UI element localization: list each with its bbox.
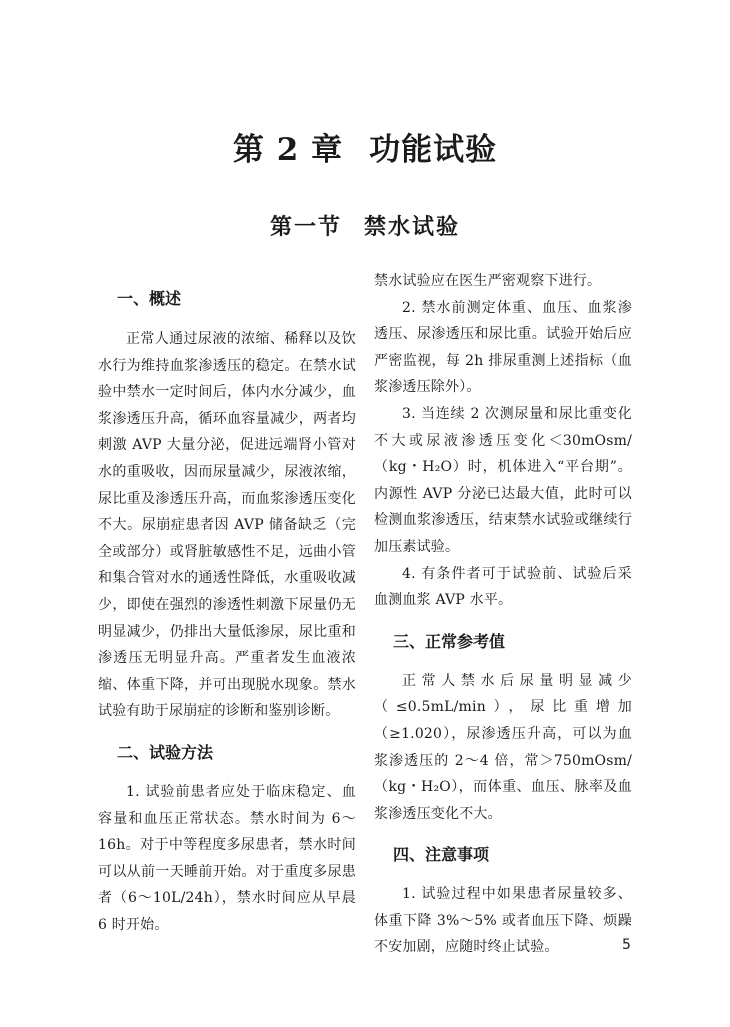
reference-paragraph: 正常人禁水后尿量明显减少（≤0.5mL/min），尿比重增加（≥1.020），尿渗透压升高，可以为血浆渗透压的 2～4 倍，常＞750mOsm/（kg・H₂O），而体重、血压、脉率及血浆渗透压变化不大。 (374, 672, 632, 822)
section-title (0, 210, 730, 241)
method-heading: 二、试验方法 (117, 742, 214, 762)
method-step-2: 2. 禁水前测定体重、血压、血浆渗透压、尿渗透压和尿比重。试验开始后应严密监视，每 2h 排尿重测上述指标（血浆渗透压除外）。 (374, 299, 632, 396)
page-number: 5 (622, 937, 631, 953)
chapter-name: 功能试验 (369, 132, 498, 168)
reference-heading: 三、正常参考值 (393, 631, 506, 651)
method-step-4: 4. 有条件者可于试验前、试验后采血测血浆 AVP 水平。 (374, 565, 632, 609)
method-step-3: 3. 当连续 2 次测尿量和尿比重变化不大或尿液渗透压变化＜30mOsm/（kg・H₂O）时，机体进入“平台期”。内源性 AVP 分泌已达最大值，此时可以检测血浆渗透压，结束禁水试验或继续行加压素试验。 (374, 405, 632, 555)
method-step-1: 1. 试验前患者应处于临床稳定、血容量和血压正常状态。禁水时间为 6～16h。对于中等程度多尿患者，禁水时间可以从前一天睡前开始。对于重度多尿患者（6～10L/24h），禁水时间应从早晨 6 时开始。 (98, 783, 356, 933)
chapter-title (0, 124, 730, 169)
continued-paragraph: 禁水试验应在医生严密观察下进行。 (374, 273, 602, 289)
section-name: 禁水试验 (364, 215, 461, 240)
overview-heading: 一、概述 (117, 289, 182, 308)
right-column (374, 268, 632, 961)
left-column (98, 268, 356, 938)
section-number: 第一节 (269, 215, 342, 240)
notes-step-1: 1. 试验过程中如果患者尿量较多、体重下降 3%～5% 或者血压下降、烦躁不安加剧，应随时终止试验。 (374, 886, 632, 956)
overview-paragraph: 正常人通过尿液的浓缩、稀释以及饮水行为维持血浆渗透压的稳定。在禁水试验中禁水一定时间后，体内水分减少，血浆渗透压升高，循环血容量减少，两者均刺激 AVP 大量分泌，促进远端肾小管对水的重吸收，因而尿量减少，尿液浓缩，尿比重及渗透压升高，而血浆渗透压变化不大。尿崩症患者因 AVP 储备缺乏（完全或部分）或肾脏敏感性不足，远曲小管和集合管对水的通透性降低，水重吸收减少，即使在强烈的渗透性刺激下尿量仍无明显减少，仍排出大量低渗尿，尿比重和渗透压无明显升高。严重者发生血液浓缩、体重下降，并可出现脱水现象。禁水试验有助于尿崩症的诊断和鉴别诊断。 (98, 331, 356, 720)
chapter-number: 第 2 章 (232, 132, 344, 168)
notes-heading: 四、注意事项 (393, 845, 490, 865)
